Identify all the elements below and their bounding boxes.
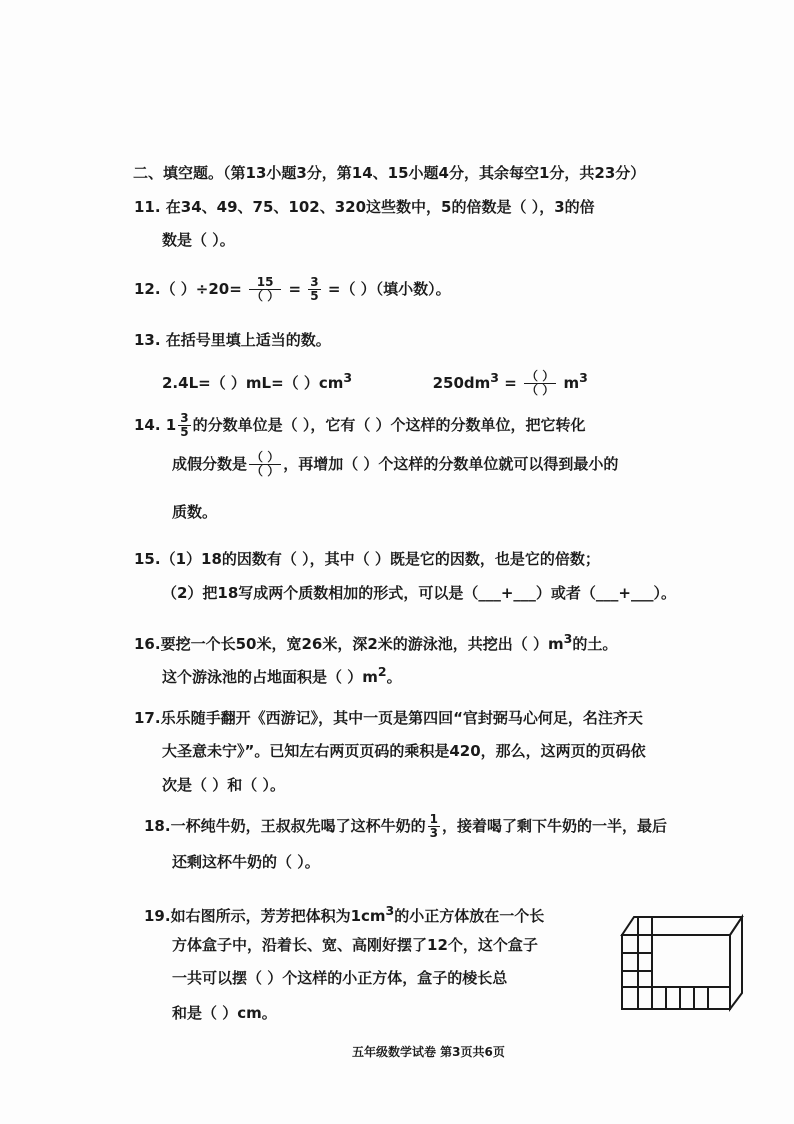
question-11-line-1: 11. 在34、49、75、102、320这些数中，5的倍数是（ ），3的倍 — [134, 198, 595, 216]
q13-superscript-2: 3 — [490, 370, 499, 385]
question-14-line-1 — [134, 412, 586, 439]
question-14-line-3: 质数。 — [172, 503, 218, 521]
q16-line-1-text: 16.要挖一个长50米，宽26米，深2米的游泳池，共挖出（ ）m — [134, 635, 564, 653]
q19-superscript-1: 3 — [385, 903, 395, 918]
q12-fraction-1-numerator: 15 — [249, 276, 281, 290]
q13-unit: m — [563, 374, 580, 392]
question-11-line-2: 数是（ ）。 — [162, 231, 235, 249]
q13-conversion-2: 250dm — [432, 374, 491, 392]
q13-equals: = — [504, 374, 517, 392]
q14-line-1-rest: 的分数单位是（ ），它有（ ）个这样的分数单位，把它转化 — [192, 416, 586, 434]
question-15-line-1: 15.（1）18的因数有（ ），其中（ ）既是它的因数，也是它的倍数； — [134, 550, 600, 568]
question-19-line-4: 和是（ ）cm。 — [172, 1004, 277, 1022]
q16-line-2-end: 。 — [386, 668, 402, 686]
q12-part-2: =（ ）（填小数）。 — [327, 280, 451, 298]
q14-mixed-denominator: 5 — [180, 425, 189, 439]
q18-fraction — [428, 813, 440, 840]
question-19-line-1 — [144, 901, 544, 926]
q13-superscript-3: 3 — [579, 370, 588, 385]
q19-line-1-b: 的小正方体放在一个长 — [394, 907, 545, 925]
question-17-line-2: 大圣意未宁》”。已知左右两页页码的乘积是420，那么，这两页的页码依 — [162, 742, 646, 760]
q14-improper-numerator: （ ） — [251, 450, 280, 464]
q12-fraction-1-denominator: （ ） — [251, 289, 280, 303]
q13-conversion-1: 2.4L=（ ）mL=（ ）cm — [162, 374, 344, 392]
q14-improper-denominator: （ ） — [251, 464, 280, 478]
question-19-line-2: 方体盒子中，沿着长、宽、高刚好摆了12个，这个盒子 — [172, 936, 538, 954]
q16-line-2-text: 这个游泳池的占地面积是（ ）m — [162, 668, 378, 686]
page-footer: 五年级数学试卷 第3页共6页 — [352, 1045, 505, 1059]
question-14-line-2 — [172, 451, 618, 478]
q12-fraction-2 — [308, 276, 320, 303]
question-18-line-1 — [144, 813, 667, 840]
q14-line-2-b: ，再增加（ ）个这样的分数单位就可以得到最小的 — [283, 455, 619, 473]
question-17-line-1: 17.乐乐随手翻开《西游记》，其中一页是第四回“官封弼马心何足，名注齐天 — [134, 709, 643, 727]
q12-fraction-2-numerator: 3 — [310, 275, 319, 289]
q13-fraction-denominator: （ ） — [526, 383, 555, 397]
question-12 — [134, 276, 451, 303]
question-19-line-3: 一共可以摆（ ）个这样的小正方体，盒子的棱长总 — [172, 969, 508, 987]
q14-line-2-a: 成假分数是 — [172, 455, 248, 473]
q16-superscript-2: 2 — [377, 664, 387, 679]
question-15-line-2: （2）把18写成两个质数相加的形式，可以是（___+___）或者（___+___）。 — [162, 584, 676, 602]
q12-fraction-1 — [249, 276, 281, 303]
q18-line-1-a: 18.一杯纯牛奶，王叔叔先喝了这杯牛奶的 — [144, 817, 426, 835]
q14-prefix: 14. 1 — [134, 416, 177, 434]
question-16-line-2 — [162, 662, 402, 687]
question-16-line-1 — [134, 629, 617, 654]
q12-part-1: 12.（ ）÷20= — [134, 280, 242, 298]
q18-line-1-b: ，接着喝了剩下牛奶的一半，最后 — [441, 817, 667, 835]
question-13-line-2 — [162, 368, 588, 397]
q12-equals: = — [288, 280, 302, 298]
question-18-line-2: 还剩这杯牛奶的（ ）。 — [172, 853, 320, 871]
q18-fraction-denominator: 3 — [429, 826, 438, 840]
q14-improper-fraction — [249, 451, 281, 478]
cuboid-box-icon — [618, 905, 744, 1017]
q14-mixed-numerator: 3 — [180, 411, 189, 425]
question-13-line-1: 13. 在括号里填上适当的数。 — [134, 331, 331, 349]
q13-fraction — [524, 370, 556, 397]
q18-fraction-numerator: 1 — [429, 812, 438, 826]
q13-fraction-numerator: （ ） — [526, 369, 555, 383]
q19-line-1-a: 19.如右图所示，芳芳把体积为1cm — [144, 907, 386, 925]
q13-superscript-1: 3 — [343, 370, 353, 385]
section-heading: 二、填空题。（第13小题3分，第14、15小题4分，其余每空1分，共23分） — [133, 164, 646, 182]
question-17-line-3: 次是（ ）和（ ）。 — [162, 776, 285, 794]
q16-line-1-end: 的土。 — [572, 635, 618, 653]
q16-superscript-1: 3 — [563, 631, 573, 646]
q12-fraction-2-denominator: 5 — [310, 289, 319, 303]
q14-mixed-fraction — [178, 412, 190, 439]
